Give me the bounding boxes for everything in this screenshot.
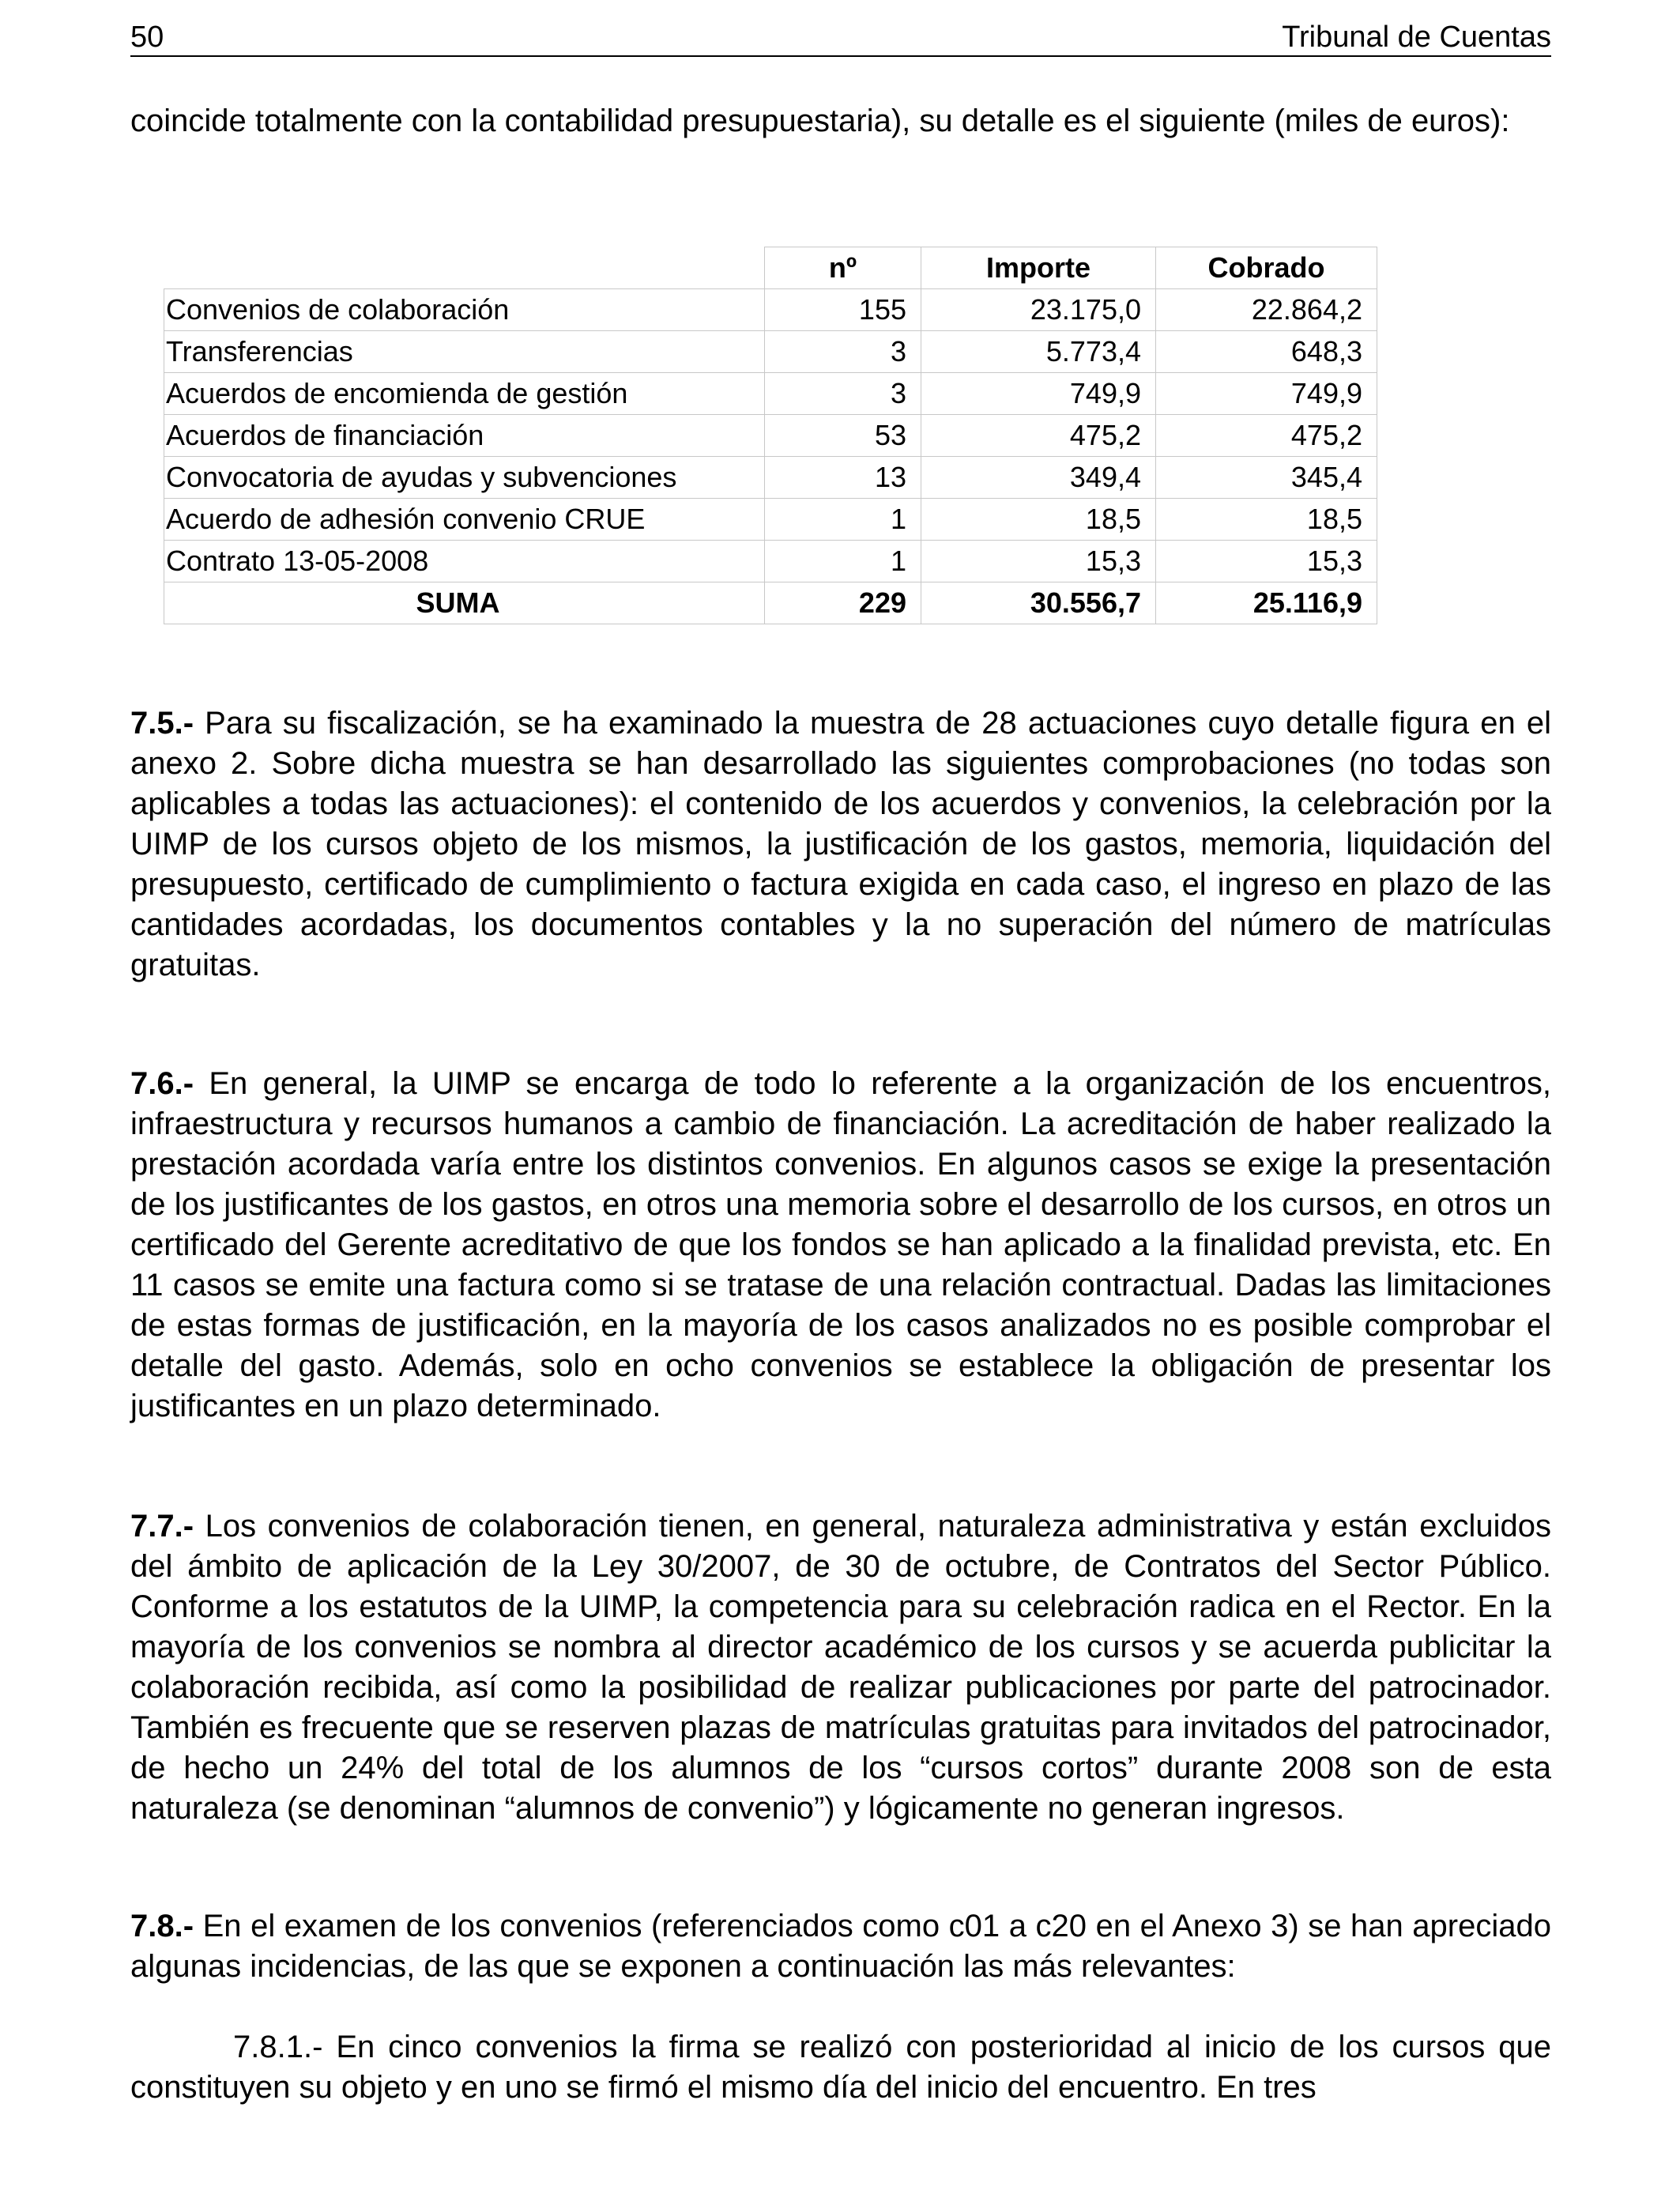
cell-importe: 349,4 (921, 457, 1156, 499)
total-importe: 30.556,7 (921, 582, 1156, 624)
table-header-blank (164, 247, 765, 289)
cell-cobrado: 648,3 (1156, 331, 1377, 373)
cell-importe: 15,3 (921, 541, 1156, 582)
row-label: Contrato 13-05-2008 (164, 541, 765, 582)
column-header-importe: Importe (921, 247, 1156, 289)
table-row (164, 457, 1377, 499)
page-header (130, 17, 1551, 57)
header-title: Tribunal de Cuentas (1282, 21, 1551, 54)
total-cobrado: 25.116,9 (1156, 582, 1377, 624)
table-row (164, 499, 1377, 541)
cell-importe: 23.175,0 (921, 289, 1156, 331)
section-7-8 (130, 1906, 1551, 1987)
cell-n: 53 (765, 415, 921, 457)
cell-importe: 749,9 (921, 373, 1156, 415)
cell-importe: 5.773,4 (921, 331, 1156, 373)
total-label: SUMA (164, 582, 765, 624)
section-7-5 (130, 703, 1551, 986)
cell-cobrado: 749,9 (1156, 373, 1377, 415)
section-7-7 (130, 1506, 1551, 1829)
table-row (164, 541, 1377, 582)
cell-n: 155 (765, 289, 921, 331)
section-number: 7.7.- (130, 1509, 194, 1544)
cell-n: 1 (765, 541, 921, 582)
row-label: Convenios de colaboración (164, 289, 765, 331)
section-number: 7.8.- (130, 1909, 194, 1943)
row-label: Transferencias (164, 331, 765, 373)
row-label: Convocatoria de ayudas y subvenciones (164, 457, 765, 499)
column-header-n: nº (765, 247, 921, 289)
cell-importe: 18,5 (921, 499, 1156, 541)
column-header-cobrado: Cobrado (1156, 247, 1377, 289)
table-total-row (164, 582, 1377, 624)
section-7-6 (130, 1064, 1551, 1427)
table-row (164, 289, 1377, 331)
cell-cobrado: 345,4 (1156, 457, 1377, 499)
cell-importe: 475,2 (921, 415, 1156, 457)
table-header-row (164, 247, 1377, 289)
cell-cobrado: 18,5 (1156, 499, 1377, 541)
intro-paragraph: coincide totalmente con la contabilidad presupuestaria), su detalle es el siguiente (miles de euros): (130, 104, 1510, 138)
cell-n: 3 (765, 373, 921, 415)
section-text: En el examen de los convenios (referenciados como c01 a c20 en el Anexo 3) se han apreciado algunas incidencias, de las que se exponen a continuación las más relevantes: (130, 1909, 1551, 1984)
section-text: En general, la UIMP se encarga de todo lo referente a la organización de los encuentros, infraestructura y recursos humanos a cambio de financiación. La acreditación de haber realizado la prestación acordada varía entre los distintos convenios. En algunos casos se exige la presentación de los justificantes de los gastos, en otros una memoria sobre el desarrollo de los cursos, en otros un certificado del Gerente acreditativo de que los fondos se han aplicado a la finalidad prevista, etc. En 11 casos se emite una factura como si se tratase de una relación contractual. Dadas las limitaciones de estas formas de justificación, en la mayoría de los casos analizados no es posible comprobar el detalle del gasto. Además, solo en ocho convenios se establece la obligación de presentar los justificantes en un plazo determinado. (130, 1066, 1551, 1423)
row-label: Acuerdo de adhesión convenio CRUE (164, 499, 765, 541)
cell-n: 3 (765, 331, 921, 373)
section-number: 7.6.- (130, 1066, 194, 1101)
cell-cobrado: 15,3 (1156, 541, 1377, 582)
convenios-table (164, 247, 1377, 624)
row-label: Acuerdos de encomienda de gestión (164, 373, 765, 415)
row-label: Acuerdos de financiación (164, 415, 765, 457)
total-n: 229 (765, 582, 921, 624)
section-number: 7.5.- (130, 706, 194, 741)
cell-cobrado: 22.864,2 (1156, 289, 1377, 331)
section-text: Los convenios de colaboración tienen, en general, naturaleza administrativa y están excluidos del ámbito de aplicación de la Ley 30/2007, de 30 de octubre, de Contratos del Sector Público. Conforme a los estatutos de la UIMP, la competencia para su celebración radica en el Rector. En la mayoría de los convenios se nombra al director académico de los cursos y se acuerda publicitar la colaboración recibida, así como la posibilidad de realizar publicaciones por parte del patrocinador. También es frecuente que se reserven plazas de matrículas gratuitas para invitados del patrocinador, de hecho un 24% del total de los alumnos de los “cursos cortos” durante 2008 son de esta naturaleza (se denominan “alumnos de convenio”) y lógicamente no generan ingresos. (130, 1509, 1551, 1826)
table-row (164, 373, 1377, 415)
cell-n: 1 (765, 499, 921, 541)
section-text: Para su fiscalización, se ha examinado la muestra de 28 actuaciones cuyo detalle figura en el anexo 2. Sobre dicha muestra se han desarrollado las siguientes comprobaciones (no todas son aplicables a todas las actuaciones): el contenido de los acuerdos y convenios, la celebración por la UIMP de los cursos objeto de los mismos, la justificación de los gastos, memoria, liquidación del presupuesto, certificado de cumplimiento o factura exigida en cada caso, el ingreso en plazo de las cantidades acordadas, los documentos contables y la no superación del número de matrículas gratuitas. (130, 706, 1551, 982)
cell-n: 13 (765, 457, 921, 499)
subsection-7-8-1: 7.8.1.- En cinco convenios la firma se realizó con posterioridad al inicio de los cursos que constituyen su objeto y en uno se firmó el mismo día del inicio del encuentro. En tres (130, 2030, 1551, 2105)
page-number: 50 (130, 21, 164, 54)
table-row (164, 415, 1377, 457)
cell-cobrado: 475,2 (1156, 415, 1377, 457)
table-row (164, 331, 1377, 373)
